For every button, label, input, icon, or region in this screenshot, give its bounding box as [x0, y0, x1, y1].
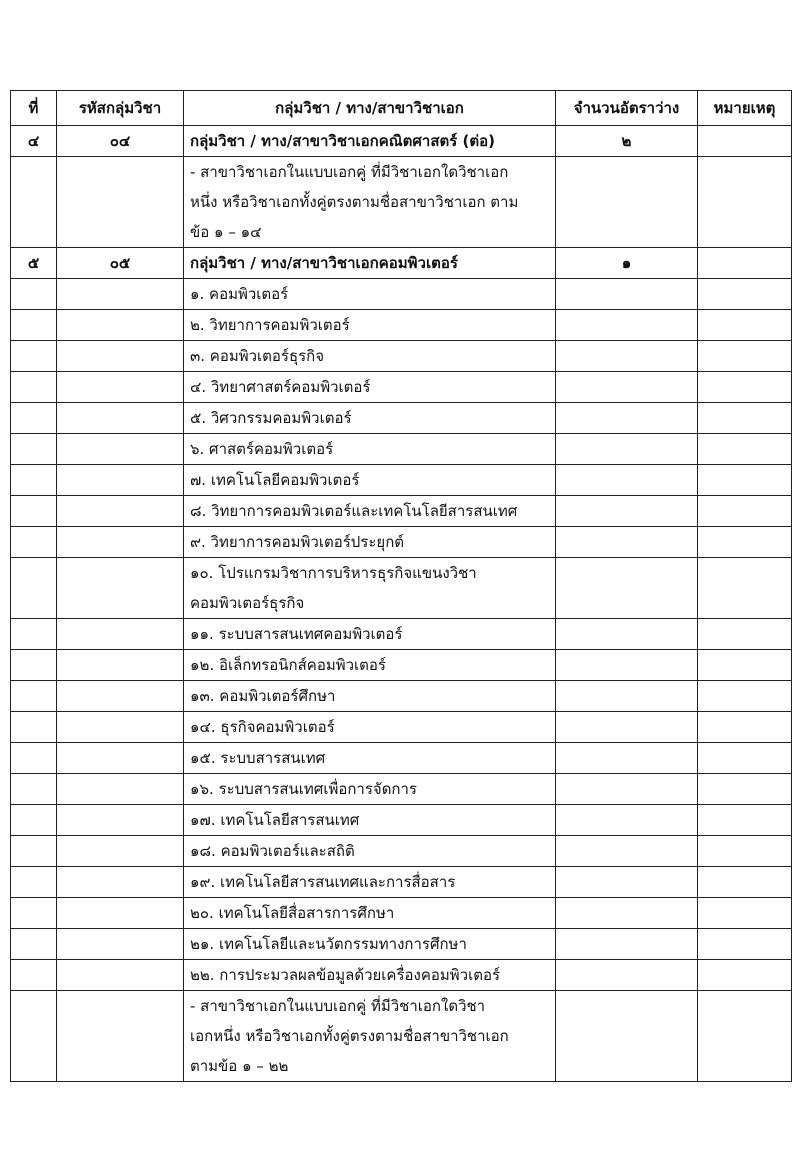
major-item-label: ๖. ศาสตร์คอมพิวเตอร์ [190, 440, 334, 458]
group-number: ๔ [11, 126, 57, 157]
empty-cell [11, 341, 57, 372]
empty-cell [57, 681, 184, 712]
empty-cell [57, 341, 184, 372]
empty-cell [698, 279, 792, 310]
empty-cell [556, 960, 698, 991]
empty-cell [11, 743, 57, 774]
empty-cell [11, 991, 57, 1082]
major-item-label: ๑๒. อิเล็กทรอนิกส์คอมพิวเตอร์ [190, 656, 386, 674]
major-item-label: ๑๕. ระบบสารสนเทศ [190, 749, 326, 767]
empty-cell [57, 650, 184, 681]
empty-cell [698, 805, 792, 836]
empty-cell [556, 403, 698, 434]
empty-cell [57, 774, 184, 805]
empty-cell [556, 341, 698, 372]
major-item-label: ๗. เทคโนโลยีคอมพิวเตอร์ [190, 471, 360, 489]
major-item-label: ๑๖. ระบบสารสนเทศเพื่อการจัดการ [190, 780, 417, 798]
vacancy-table [10, 90, 792, 1082]
empty-cell [698, 960, 792, 991]
empty-cell [556, 743, 698, 774]
empty-cell [556, 279, 698, 310]
note-line: หนึ่ง หรือวิชาเอกทั้งคู่ตรงตามชื่อสาขาวิชาเอก ตาม [190, 193, 519, 211]
table-row [11, 619, 792, 650]
table-row [11, 496, 792, 527]
empty-cell [556, 898, 698, 929]
note-line: ข้อ ๑ – ๑๔ [190, 223, 262, 241]
empty-cell [57, 372, 184, 403]
empty-cell [11, 960, 57, 991]
empty-cell [57, 960, 184, 991]
table-row [11, 403, 792, 434]
empty-cell [698, 527, 792, 558]
major-item [184, 960, 556, 991]
table-row [11, 898, 792, 929]
empty-cell [698, 465, 792, 496]
empty-cell [57, 867, 184, 898]
table-row [11, 527, 792, 558]
major-item [184, 310, 556, 341]
major-item-label: ๑๑. ระบบสารสนเทศคอมพิวเตอร์ [190, 625, 403, 643]
empty-cell [11, 310, 57, 341]
empty-cell [11, 496, 57, 527]
major-item [184, 805, 556, 836]
table-row [11, 157, 792, 248]
empty-cell [57, 743, 184, 774]
major-item [184, 836, 556, 867]
empty-cell [698, 991, 792, 1082]
empty-cell [11, 527, 57, 558]
empty-cell [57, 836, 184, 867]
empty-cell [556, 712, 698, 743]
empty-cell [57, 310, 184, 341]
table-row [11, 867, 792, 898]
empty-cell [698, 867, 792, 898]
empty-cell [57, 434, 184, 465]
empty-cell [698, 681, 792, 712]
header-code: รหัสกลุ่มวิชา [57, 91, 184, 126]
major-item-label: ๓. คอมพิวเตอร์ธุรกิจ [190, 347, 325, 365]
table-row [11, 743, 792, 774]
table-row [11, 836, 792, 867]
empty-cell [57, 279, 184, 310]
major-item [184, 403, 556, 434]
table-row [11, 126, 792, 157]
empty-cell [556, 774, 698, 805]
empty-cell [11, 558, 57, 619]
major-item [184, 929, 556, 960]
major-item [184, 527, 556, 558]
major-item [184, 496, 556, 527]
empty-cell [11, 372, 57, 403]
group-code: ๐๕ [57, 248, 184, 279]
empty-cell [556, 867, 698, 898]
empty-cell [11, 279, 57, 310]
major-item-label: ๑. คอมพิวเตอร์ [190, 285, 289, 303]
table-row [11, 341, 792, 372]
note-line: ตามข้อ ๑ – ๒๒ [190, 1057, 289, 1075]
empty-cell [698, 836, 792, 867]
major-item-label: ๔. วิทยาศาสตร์คอมพิวเตอร์ [190, 378, 371, 396]
major-item-label: ๑๙. เทคโนโลยีสารสนเทศและการสื่อสาร [190, 873, 456, 891]
empty-cell [556, 372, 698, 403]
table-row [11, 712, 792, 743]
empty-cell [11, 867, 57, 898]
empty-cell [57, 157, 184, 248]
major-item-label: ๑๗. เทคโนโลยีสารสนเทศ [190, 811, 360, 829]
empty-cell [556, 465, 698, 496]
group-vacancies: ๑ [556, 248, 698, 279]
empty-cell [11, 650, 57, 681]
major-item-label: ๙. วิทยาการคอมพิวเตอร์ประยุกต์ [190, 533, 405, 551]
header-subject: กลุ่มวิชา / ทาง/สาขาวิชาเอก [184, 91, 556, 126]
major-item-label: ๒๑. เทคโนโลยีและนวัตกรรมทางการศึกษา [190, 935, 467, 953]
major-item [184, 279, 556, 310]
empty-cell [57, 558, 184, 619]
empty-cell [698, 496, 792, 527]
remark-cell [698, 126, 792, 157]
major-item-label: ๘. วิทยาการคอมพิวเตอร์และเทคโนโลยีสารสนเทศ [190, 502, 518, 520]
table-row [11, 960, 792, 991]
empty-cell [11, 465, 57, 496]
empty-cell [556, 805, 698, 836]
group-number: ๕ [11, 248, 57, 279]
header-no: ที่ [11, 91, 57, 126]
empty-cell [556, 991, 698, 1082]
empty-cell [556, 310, 698, 341]
empty-cell [556, 496, 698, 527]
empty-cell [698, 403, 792, 434]
empty-cell [11, 805, 57, 836]
table-row [11, 805, 792, 836]
note-line: - สาขาวิชาเอกในแบบเอกคู่ ที่มีวิชาเอกใดวิชา [190, 997, 486, 1015]
major-item [184, 341, 556, 372]
table-row [11, 774, 792, 805]
empty-cell [11, 434, 57, 465]
table-row [11, 929, 792, 960]
empty-cell [698, 898, 792, 929]
empty-cell [698, 712, 792, 743]
major-item-label: ๒๒. การประมวลผลข้อมูลด้วยเครื่องคอมพิวเตอร์ [190, 966, 501, 984]
header-row [11, 91, 792, 126]
group-vacancies: ๒ [556, 126, 698, 157]
empty-cell [57, 403, 184, 434]
empty-cell [698, 558, 792, 619]
major-item [184, 434, 556, 465]
empty-cell [11, 836, 57, 867]
empty-cell [11, 157, 57, 248]
empty-cell [556, 527, 698, 558]
note-line: - สาขาวิชาเอกในแบบเอกคู่ ที่มีวิชาเอกใดวิชาเอก [190, 163, 509, 181]
major-item-label: ๒๐. เทคโนโลยีสื่อสารการศึกษา [190, 904, 395, 922]
note-line: เอกหนึ่ง หรือวิชาเอกทั้งคู่ตรงตามชื่อสาขาวิชาเอก [190, 1027, 509, 1045]
empty-cell [556, 434, 698, 465]
empty-cell [698, 929, 792, 960]
header-vacancies: จำนวนอัตราว่าง [556, 91, 698, 126]
major-item-label: ๒. วิทยาการคอมพิวเตอร์ [190, 316, 350, 334]
group-note [184, 157, 556, 248]
empty-cell [556, 157, 698, 248]
major-item [184, 743, 556, 774]
table-row [11, 465, 792, 496]
major-item [184, 681, 556, 712]
empty-cell [698, 341, 792, 372]
table-row [11, 558, 792, 619]
major-item [184, 867, 556, 898]
major-item-label: ๑๐. โปรแกรมวิชาการบริหารธุรกิจแขนงวิชา [190, 564, 477, 582]
major-item-label: ๑๘. คอมพิวเตอร์และสถิติ [190, 842, 355, 860]
table-row [11, 991, 792, 1082]
header-remark: หมายเหตุ [698, 91, 792, 126]
group-note [184, 991, 556, 1082]
major-item [184, 712, 556, 743]
empty-cell [57, 898, 184, 929]
table-row [11, 310, 792, 341]
major-item-label: ๑๔. ธุรกิจคอมพิวเตอร์ [190, 718, 335, 736]
empty-cell [11, 898, 57, 929]
table-row [11, 434, 792, 465]
major-item [184, 619, 556, 650]
empty-cell [57, 929, 184, 960]
empty-cell [57, 619, 184, 650]
major-item [184, 898, 556, 929]
empty-cell [11, 929, 57, 960]
table-row [11, 248, 792, 279]
group-code: ๐๔ [57, 126, 184, 157]
group-title: กลุ่มวิชา / ทาง/สาขาวิชาเอกคอมพิวเตอร์ [184, 248, 556, 279]
empty-cell [698, 743, 792, 774]
empty-cell [698, 310, 792, 341]
major-item-label: ๑๓. คอมพิวเตอร์ศึกษา [190, 687, 336, 705]
table-row [11, 372, 792, 403]
empty-cell [11, 403, 57, 434]
major-item-label: ๕. วิศวกรรมคอมพิวเตอร์ [190, 409, 352, 427]
major-item [184, 774, 556, 805]
table-row [11, 681, 792, 712]
empty-cell [556, 681, 698, 712]
empty-cell [11, 712, 57, 743]
empty-cell [556, 929, 698, 960]
major-item [184, 558, 556, 619]
empty-cell [57, 805, 184, 836]
empty-cell [698, 434, 792, 465]
empty-cell [57, 712, 184, 743]
empty-cell [556, 836, 698, 867]
major-item [184, 465, 556, 496]
remark-cell [698, 248, 792, 279]
empty-cell [57, 991, 184, 1082]
major-item-label-cont: คอมพิวเตอร์ธุรกิจ [190, 594, 305, 612]
empty-cell [556, 558, 698, 619]
empty-cell [698, 157, 792, 248]
empty-cell [11, 619, 57, 650]
empty-cell [698, 650, 792, 681]
empty-cell [11, 681, 57, 712]
empty-cell [556, 619, 698, 650]
empty-cell [698, 774, 792, 805]
major-item [184, 372, 556, 403]
table-row [11, 650, 792, 681]
empty-cell [57, 465, 184, 496]
group-title: กลุ่มวิชา / ทาง/สาขาวิชาเอกคณิตศาสตร์ (ต่อ) [184, 126, 556, 157]
empty-cell [556, 650, 698, 681]
empty-cell [698, 619, 792, 650]
major-item [184, 650, 556, 681]
table-row [11, 279, 792, 310]
empty-cell [698, 372, 792, 403]
empty-cell [57, 527, 184, 558]
empty-cell [11, 774, 57, 805]
empty-cell [57, 496, 184, 527]
